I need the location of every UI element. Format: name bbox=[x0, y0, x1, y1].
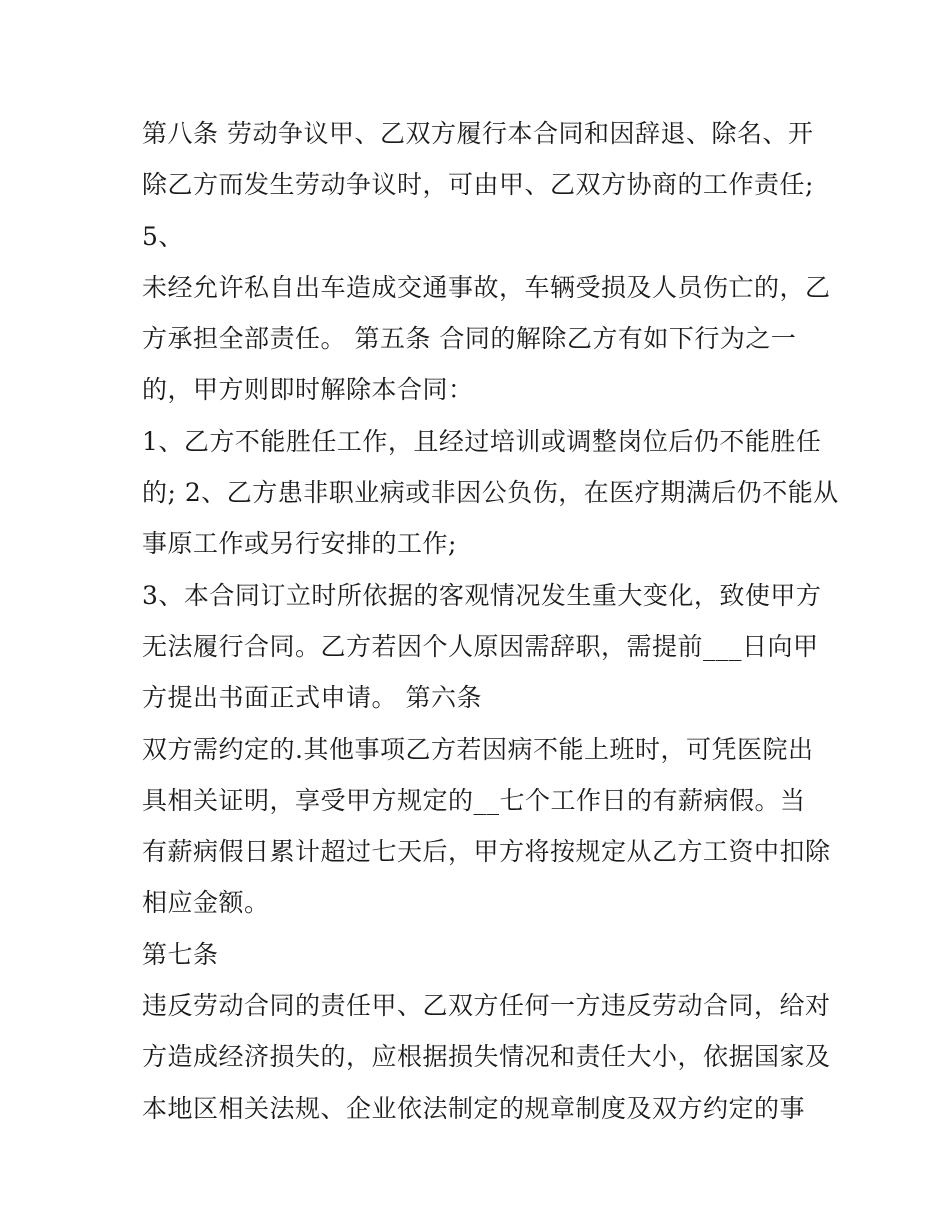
text-line: 具相关证明，享受甲方规定的__七个工作日的有薪病假。当 bbox=[142, 785, 806, 815]
text-line: 5、 bbox=[142, 221, 184, 251]
text-line: 事原工作或另行安排的工作; bbox=[142, 529, 457, 559]
text-line: 方提出书面正式申请。 第六条 bbox=[142, 683, 482, 713]
text-line: 违反劳动合同的责任甲、乙双方任何一方违反劳动合同，给对 bbox=[142, 991, 831, 1021]
text-line: 3、本合同订立时所依据的客观情况发生重大变化，致使甲方 bbox=[142, 580, 822, 610]
text-line: 本地区相关法规、企业依法制定的规章制度及双方约定的事 bbox=[142, 1093, 806, 1123]
text-line: 除乙方而发生劳动争议时，可由甲、乙双方协商的工作责任; bbox=[142, 170, 814, 200]
text-line: 相应金额。 bbox=[142, 888, 270, 918]
text-line: 1、乙方不能胜任工作，且经过培训或调整岗位后仍不能胜任 bbox=[142, 426, 822, 456]
text-line: 方造成经济损失的，应根据损失情况和责任大小，依据国家及 bbox=[142, 1042, 831, 1072]
text-line: 第八条 劳动争议甲、乙双方履行本合同和因辞退、除名、开 bbox=[142, 119, 814, 148]
text-line: 有薪病假日累计超过七天后，甲方将按规定从乙方工资中扣除 bbox=[142, 837, 831, 867]
text-line: 方承担全部责任。 第五条 合同的解除乙方有如下行为之一 bbox=[142, 324, 797, 354]
text-line: 未经允许私自出车造成交通事故，车辆受损及人员伤亡的，乙 bbox=[142, 272, 831, 302]
text-line: 的，甲方则即时解除本合同： bbox=[142, 375, 474, 405]
text-line: 双方需约定的.其他事项乙方若因病不能上班时，可凭医院出 bbox=[142, 734, 814, 764]
text-line: 无法履行合同。乙方若因个人原因需辞职，需提前___日向甲 bbox=[142, 631, 819, 661]
text-line: 的; 2、乙方患非职业病或非因公负伤，在医疗期满后仍不能从 bbox=[142, 478, 839, 508]
text-line: 第七条 bbox=[142, 939, 219, 969]
contract-text-body bbox=[142, 108, 839, 1134]
